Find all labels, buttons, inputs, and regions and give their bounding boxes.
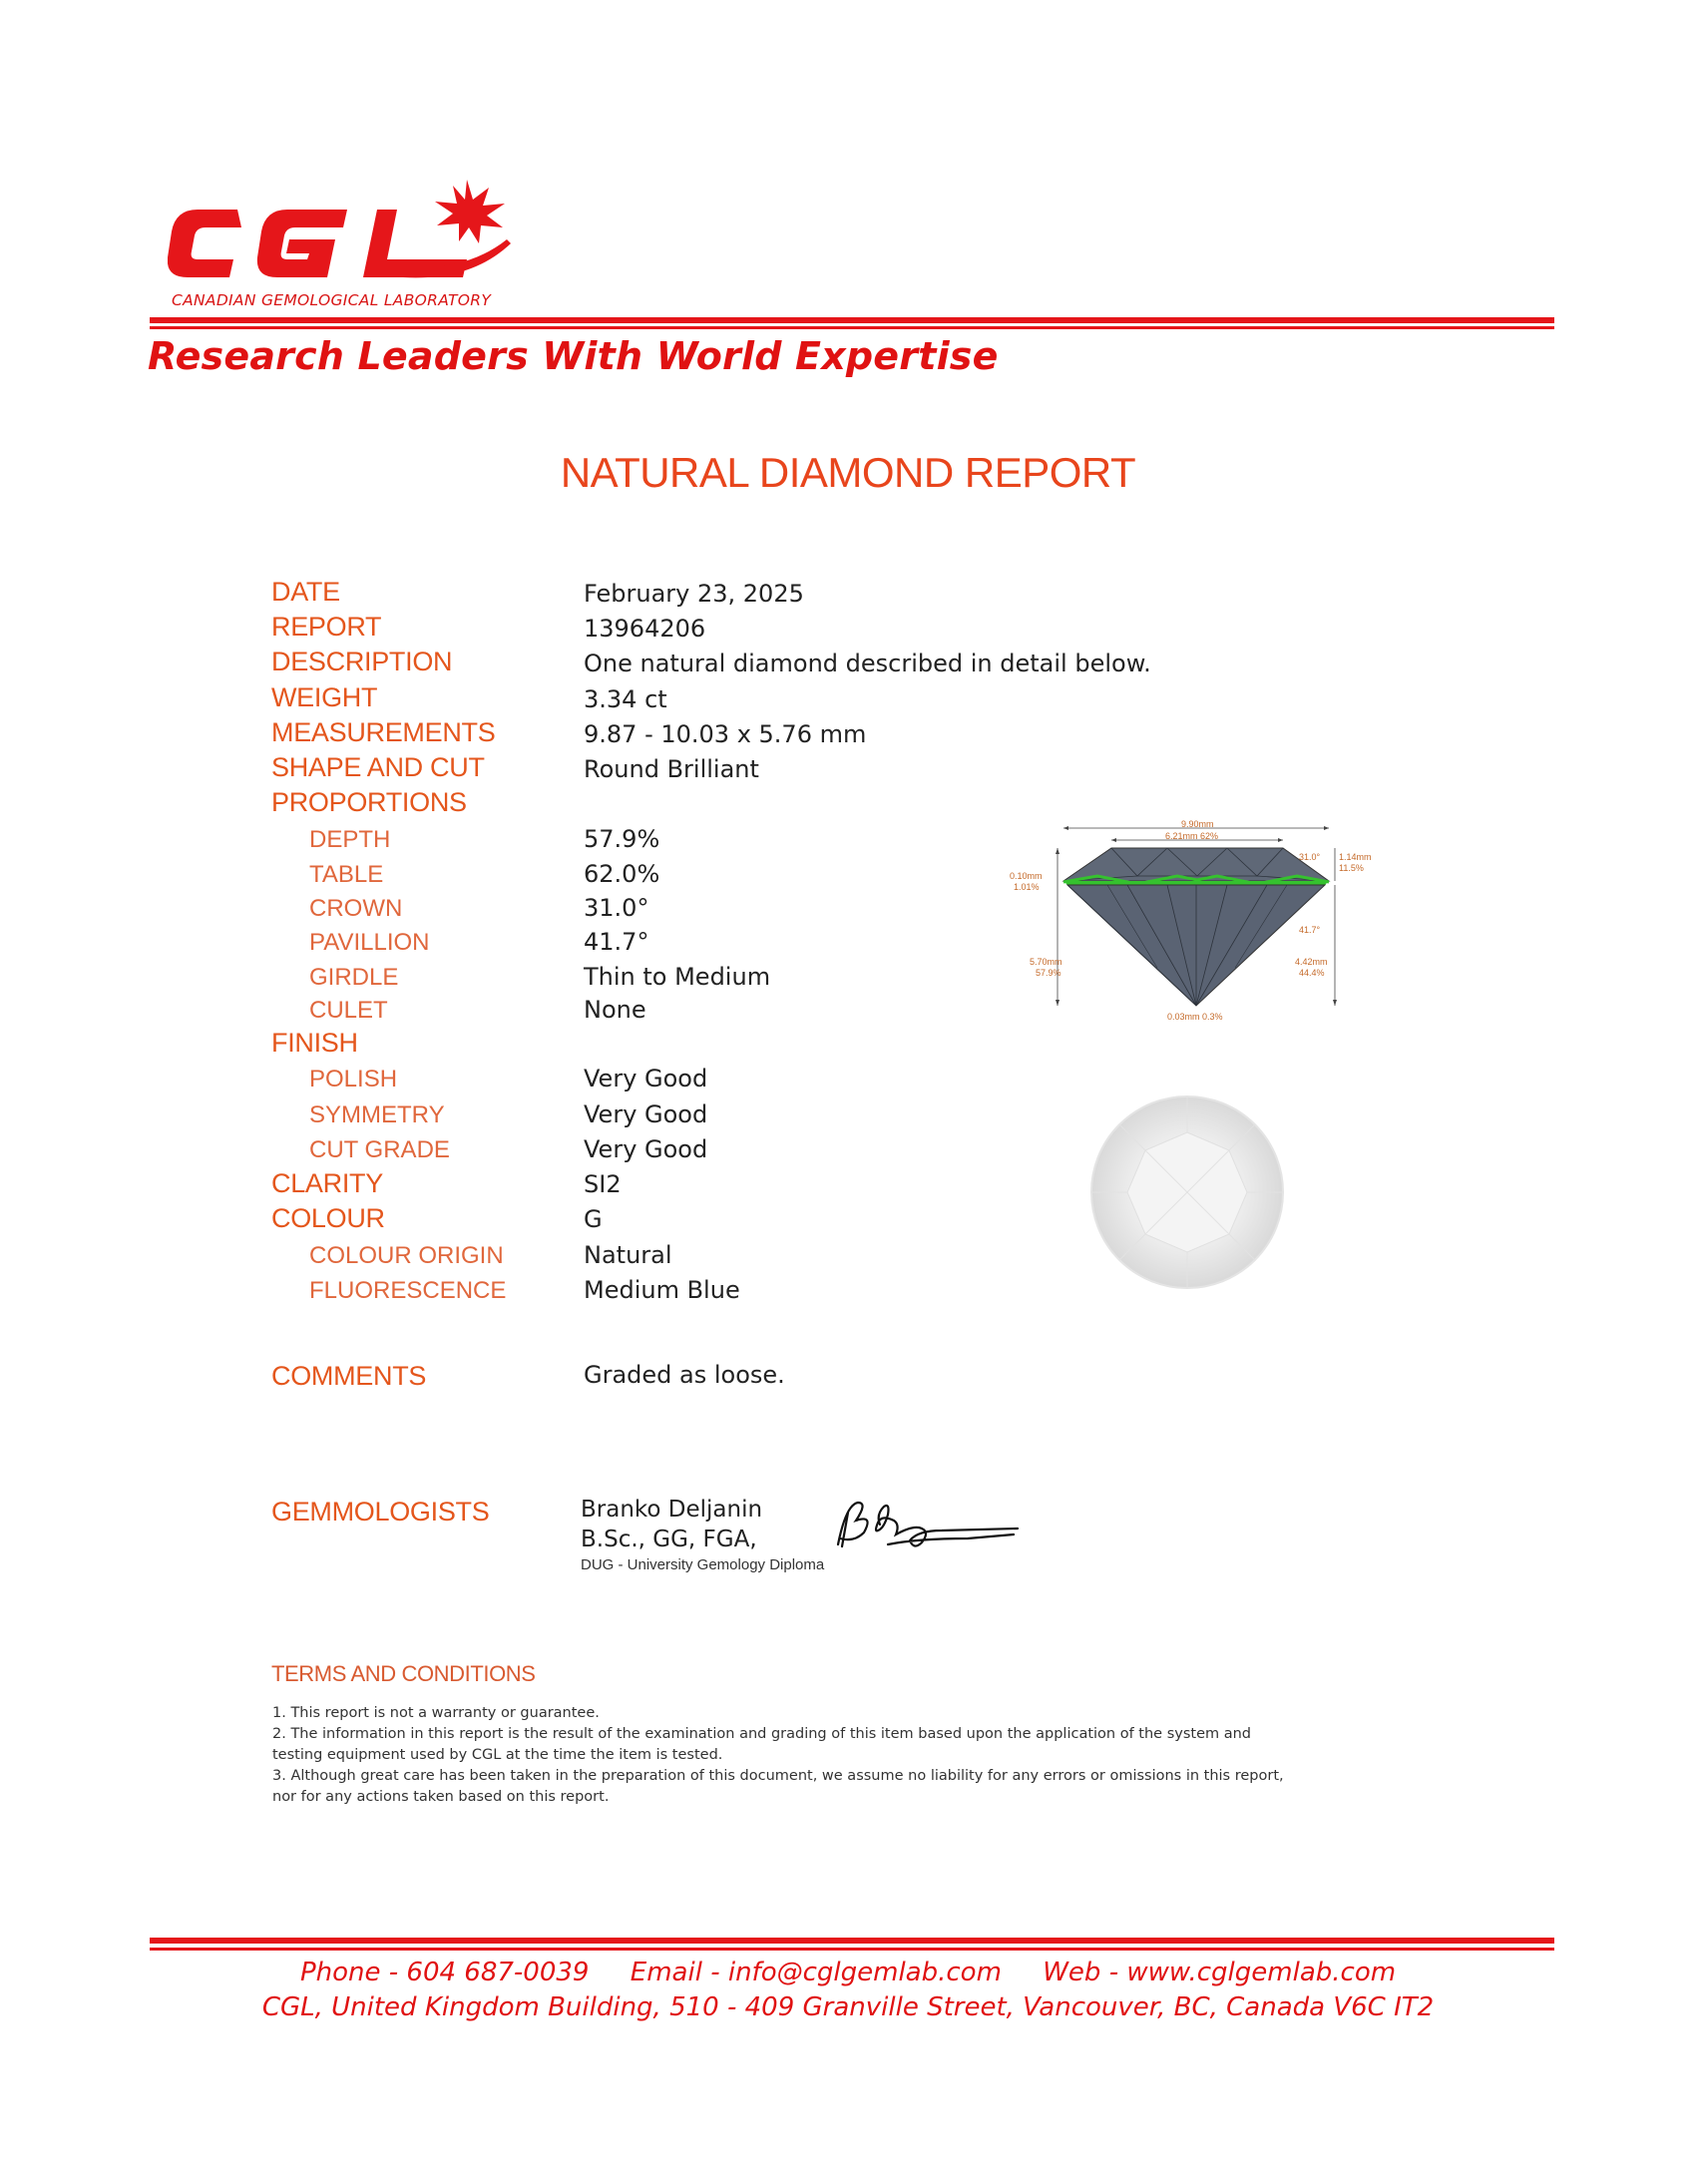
proportions-diagram bbox=[1008, 818, 1387, 1028]
gemmologist-name: Branko Deljanin bbox=[581, 1497, 763, 1523]
value-cut-grade: Very Good bbox=[584, 1135, 708, 1163]
value-colour-origin: Natural bbox=[584, 1241, 672, 1269]
term-line: testing equipment used by CGL at the time the item is tested. bbox=[272, 1747, 723, 1763]
diagram-pavilion-depth: 4.42mm bbox=[1295, 957, 1328, 967]
label-date: DATE bbox=[271, 577, 340, 607]
label-culet: CULET bbox=[309, 997, 388, 1024]
gemmologist-diploma: DUG - University Gemology Diploma bbox=[581, 1556, 825, 1573]
value-date: February 23, 2025 bbox=[584, 580, 804, 608]
gemmologist-credentials: B.Sc., GG, FGA, bbox=[581, 1527, 757, 1552]
value-table: 62.0% bbox=[584, 860, 660, 888]
label-description: DESCRIPTION bbox=[271, 647, 453, 676]
label-crown: CROWN bbox=[309, 895, 403, 922]
diagram-crown-angle: 31.0° bbox=[1299, 852, 1321, 862]
value-description: One natural diamond described in detail below. bbox=[584, 650, 1151, 677]
diamond-photo bbox=[1087, 1092, 1287, 1292]
label-report: REPORT bbox=[271, 612, 382, 642]
label-colour-origin: COLOUR ORIGIN bbox=[309, 1242, 504, 1269]
term-line: 3. Although great care has been taken in the preparation of this document, we assume no liability for any errors or omissions in this report, bbox=[272, 1768, 1284, 1784]
value-symmetry: Very Good bbox=[584, 1100, 708, 1128]
header-rule-top bbox=[150, 317, 1554, 323]
label-polish: POLISH bbox=[309, 1066, 398, 1092]
label-proportions: PROPORTIONS bbox=[271, 787, 467, 817]
diagram-culet: 0.03mm 0.3% bbox=[1167, 1012, 1223, 1022]
label-measurements: MEASUREMENTS bbox=[271, 717, 496, 747]
header-rule-bottom bbox=[150, 326, 1554, 329]
footer-contact: Phone - 604 687-0039 Email - info@cglgemlab.com Web - www.cglgemlab.com bbox=[299, 1958, 1397, 1987]
value-shape-and-cut: Round Brilliant bbox=[584, 755, 759, 783]
value-crown: 31.0° bbox=[584, 894, 649, 922]
diagram-pavilion-angle: 41.7° bbox=[1299, 925, 1321, 935]
label-comments: COMMENTS bbox=[271, 1361, 427, 1391]
tagline: Research Leaders With World Expertise bbox=[148, 334, 999, 378]
footer-rule-top bbox=[150, 1938, 1554, 1944]
label-cut-grade: CUT GRADE bbox=[309, 1136, 450, 1163]
label-symmetry: SYMMETRY bbox=[309, 1101, 445, 1128]
diagram-total-depth: 5.70mm bbox=[1030, 957, 1062, 967]
signature bbox=[818, 1485, 1028, 1574]
label-depth: DEPTH bbox=[309, 826, 391, 853]
label-shape-and-cut: SHAPE AND CUT bbox=[271, 752, 485, 782]
cgl-logo-mark bbox=[168, 180, 547, 291]
value-weight: 3.34 ct bbox=[584, 685, 667, 713]
diagram-girdle-left-pct: 1.01% bbox=[1014, 882, 1040, 892]
label-table: TABLE bbox=[309, 861, 384, 888]
value-culet: None bbox=[584, 996, 646, 1024]
label-fluorescence: FLUORESCENCE bbox=[309, 1277, 507, 1304]
diagram-total-width: 9.90mm bbox=[1181, 819, 1214, 829]
term-line: nor for any actions taken based on this report. bbox=[272, 1789, 610, 1805]
diagram-table-width: 6.21mm 62% bbox=[1165, 831, 1219, 841]
value-fluorescence: Medium Blue bbox=[584, 1276, 740, 1304]
label-pavillion: PAVILLION bbox=[309, 929, 430, 956]
diagram-total-depth-pct: 57.9% bbox=[1036, 968, 1061, 978]
value-comments: Graded as loose. bbox=[584, 1361, 785, 1389]
label-weight: WEIGHT bbox=[271, 682, 378, 712]
label-colour: COLOUR bbox=[271, 1203, 385, 1233]
report-title: NATURAL DIAMOND REPORT bbox=[560, 449, 1136, 496]
value-pavillion: 41.7° bbox=[584, 928, 649, 956]
value-depth: 57.9% bbox=[584, 825, 660, 853]
value-report: 13964206 bbox=[584, 615, 706, 643]
value-colour: G bbox=[584, 1205, 603, 1233]
label-girdle: GIRDLE bbox=[309, 964, 399, 991]
diagram-crown-height-pct: 11.5% bbox=[1339, 863, 1364, 873]
diagram-crown-height: 1.14mm bbox=[1339, 852, 1372, 862]
value-clarity: SI2 bbox=[584, 1170, 622, 1198]
value-girdle: Thin to Medium bbox=[584, 963, 771, 991]
lab-name: CANADIAN GEMOLOGICAL LABORATORY bbox=[172, 291, 492, 309]
footer-rule-bottom bbox=[150, 1948, 1554, 1951]
label-clarity: CLARITY bbox=[271, 1168, 383, 1198]
term-line: 1. This report is not a warranty or guarantee. bbox=[272, 1705, 600, 1721]
cgl-logo bbox=[168, 180, 547, 314]
terms-title: TERMS AND CONDITIONS bbox=[271, 1661, 536, 1686]
label-finish: FINISH bbox=[271, 1028, 358, 1058]
footer-address: CGL, United Kingdom Building, 510 - 409 Granville Street, Vancouver, BC, Canada V6C IT2 bbox=[261, 1992, 1435, 2022]
diagram-pavilion-depth-pct: 44.4% bbox=[1299, 968, 1325, 978]
value-measurements: 9.87 - 10.03 x 5.76 mm bbox=[584, 720, 867, 748]
term-line: 2. The information in this report is the result of the examination and grading of this item based upon the application of the system and bbox=[272, 1726, 1252, 1742]
value-polish: Very Good bbox=[584, 1065, 708, 1092]
label-gemmologists: GEMMOLOGISTS bbox=[271, 1497, 490, 1527]
diagram-girdle-left: 0.10mm bbox=[1010, 871, 1043, 881]
